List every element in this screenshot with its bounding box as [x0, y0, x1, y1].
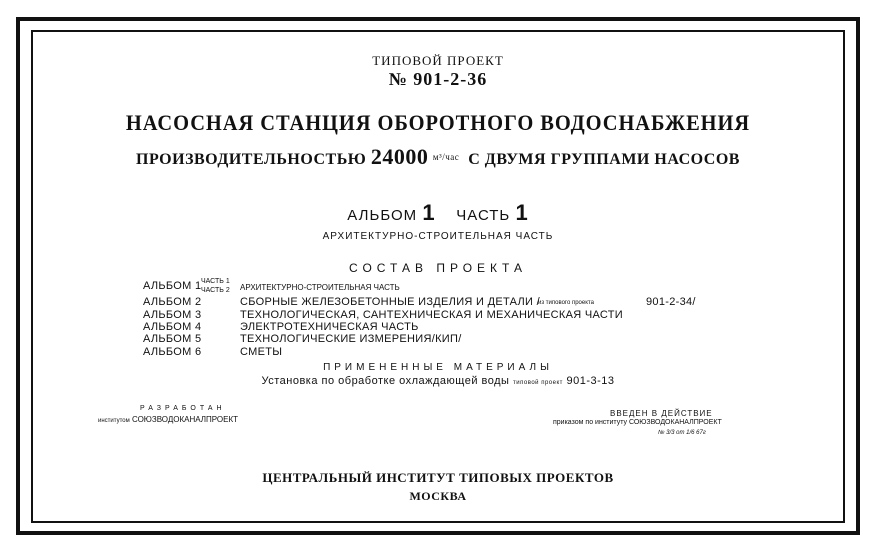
album-heading [0, 200, 876, 226]
contents-text-2: СБОРНЫЕ ЖЕЛЕЗОБЕТОННЫЕ ИЗДЕЛИЯ И ДЕТАЛИ / [240, 296, 540, 308]
materials-line [0, 375, 876, 387]
contents-part-2: ЧАСТЬ 2 [201, 287, 230, 294]
part-number: 1 [515, 200, 529, 225]
contents-text-5: ТЕХНОЛОГИЧЕСКИЕ ИЗМЕРЕНИЯ/КИП/ [240, 333, 462, 345]
materials-ref: 901-3-13 [566, 375, 615, 387]
main-title: НАСОСНАЯ СТАНЦИЯ ОБОРОТНОГО ВОДОСНАБЖЕНИЯ [125, 110, 751, 135]
contents-album-6: АЛЬБОМ 6 [143, 346, 202, 358]
introduced-number: № 3/3 от 1/6 67г [658, 430, 706, 436]
contents-album-5: АЛЬБОМ 5 [143, 333, 202, 345]
contents-text-6: СМЕТЫ [240, 346, 283, 358]
subtitle-unit: м³/час [432, 152, 460, 162]
developer-inst-name: СОЮЗВОДОКАНАЛПРОЕКТ [131, 415, 239, 424]
contents-note-2: из типового проекта [538, 300, 594, 306]
contents-album-2: АЛЬБОМ 2 [143, 296, 202, 308]
developer-inst-word: институтом [98, 418, 130, 424]
developer-label: РАЗРАБОТАН [140, 405, 226, 412]
materials-text: Установка по обработке охлаждающей воды [261, 375, 510, 387]
album-number: 1 [422, 200, 436, 225]
contents-text-1: АРХИТЕКТУРНО-СТРОИТЕЛЬНАЯ ЧАСТЬ [240, 283, 400, 292]
part-word: ЧАСТЬ [456, 207, 511, 224]
developer-institute [98, 415, 238, 424]
contents-ref-2: 901-2-34/ [646, 296, 696, 308]
introduced-label: ВВЕДЕН В ДЕЙСТВИЕ [610, 409, 713, 418]
project-number: № 901-2-36 [388, 69, 488, 89]
subtitle [0, 144, 876, 170]
contents-album-4: АЛЬБОМ 4 [143, 321, 202, 333]
contents-text-4: ЭЛЕКТРОТЕХНИЧЕСКАЯ ЧАСТЬ [240, 321, 419, 333]
album-word: АЛЬБОМ [347, 207, 418, 224]
contents-heading: СОСТАВ ПРОЕКТА [349, 261, 527, 275]
contents-text-3: ТЕХНОЛОГИЧЕСКАЯ, САНТЕХНИЧЕСКАЯ И МЕХАНИЧЕСКАЯ ЧАСТИ [240, 309, 623, 321]
inner-frame [31, 30, 845, 523]
album-subtitle: АРХИТЕКТУРНО-СТРОИТЕЛЬНАЯ ЧАСТЬ [322, 231, 554, 242]
contents-part-1: ЧАСТЬ 1 [201, 278, 230, 285]
subtitle-suffix: С ДВУМЯ ГРУППАМИ НАСОСОВ [468, 151, 740, 168]
publisher-institute: ЦЕНТРАЛЬНЫЙ ИНСТИТУТ ТИПОВЫХ ПРОЕКТОВ [262, 470, 614, 485]
contents-album-1: АЛЬБОМ 1 [143, 280, 202, 292]
subtitle-prefix: ПРОИЗВОДИТЕЛЬНОСТЬЮ [136, 151, 367, 168]
materials-note: типовой проект [513, 380, 563, 386]
series-label: ТИПОВОЙ ПРОЕКТ [372, 53, 504, 68]
materials-heading: ПРИМЕНЕННЫЕ МАТЕРИАЛЫ [323, 362, 553, 373]
subtitle-value: 24000 [370, 144, 429, 169]
introduced-order: приказом по институту СОЮЗВОДОКАНАЛПРОЕКТ [553, 419, 722, 426]
contents-album-3: АЛЬБОМ 3 [143, 309, 202, 321]
publisher-city: МОСКВА [409, 489, 467, 503]
